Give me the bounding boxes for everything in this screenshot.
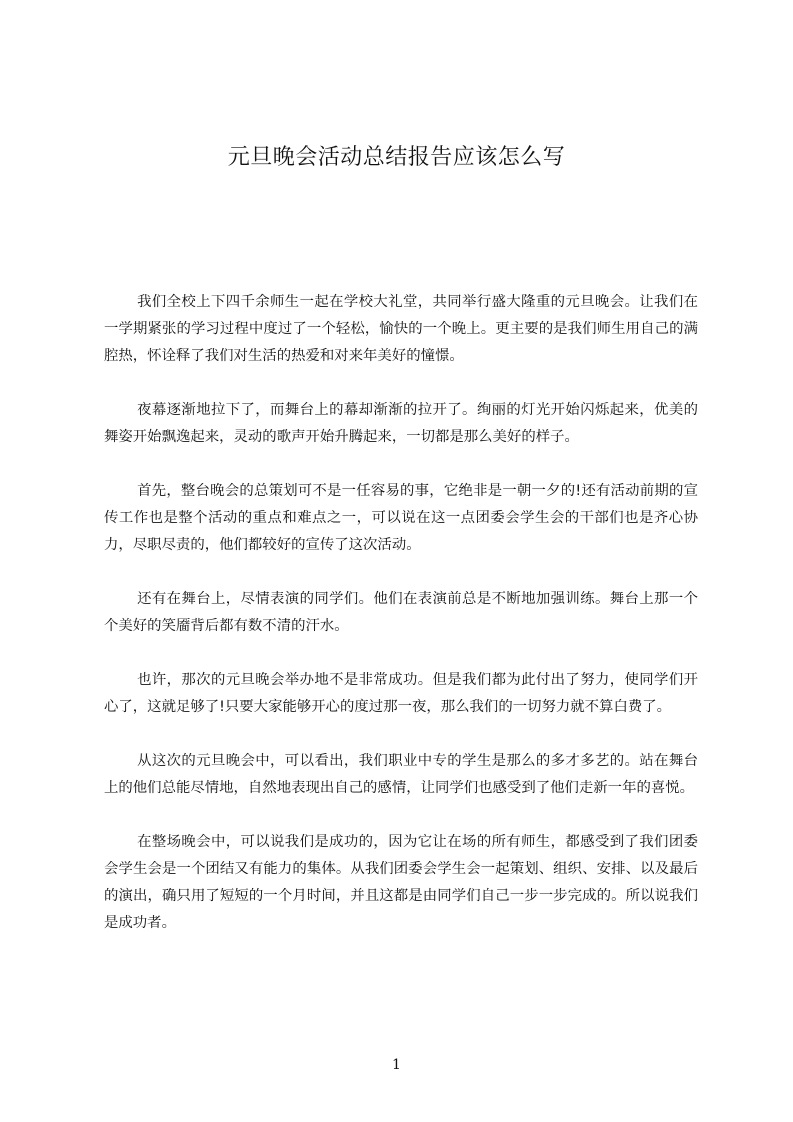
paragraph-2: 夜幕逐渐地拉下了，而舞台上的幕却渐渐的拉开了。绚丽的灯光开始闪烁起来，优美的舞姿开始飘逸起来，灵动的歌声开始升腾起来，一切都是那么美好的样子。 <box>104 402 698 445</box>
paragraph-7: 在整场晚会中，可以说我们是成功的，因为它让在场的所有师生，都感受到了我们团委会学生会是一个团结又有能力的集体。从我们团委会学生会一起策划、组织、安排、以及最后的演出，确只用了短短的一个月时间，并且这都是由同学们自己一步一步完成的。所以说我们是成功者。 <box>104 834 698 931</box>
document-title: 元旦晚会活动总结报告应该怎么写 <box>227 145 566 170</box>
document-body <box>104 289 698 964</box>
paragraph-5: 也许，那次的元旦晚会举办地不是非常成功。但是我们都为此付出了努力，使同学们开心了，这就足够了!只要大家能够开心的度过那一夜，那么我们的一切努力就不算白费了。 <box>104 672 698 715</box>
paragraph-3: 首先，整台晚会的总策划可不是一任容易的事，它绝非是一朝一夕的!还有活动前期的宣传工作也是整个活动的重点和难点之一，可以说在这一点团委会学生会的干部们也是齐心协力，尽职尽责的，他们都较好的宣传了这次活动。 <box>104 483 698 553</box>
paragraph-6: 从这次的元旦晚会中，可以看出，我们职业中专的学生是那么的多才多艺的。站在舞台上的他们总能尽情地，自然地表现出自己的感情，让同学们也感受到了他们走新一年的喜悦。 <box>104 753 698 796</box>
page-number: 1 <box>392 1057 401 1073</box>
paragraph-4: 还有在舞台上，尽情表演的同学们。他们在表演前总是不断地加强训练。舞台上那一个个美好的笑靥背后都有数不清的汗水。 <box>104 591 698 634</box>
paragraph-1: 我们全校上下四千余师生一起在学校大礼堂，共同举行盛大隆重的元旦晚会。让我们在一学期紧张的学习过程中度过了一个轻松，愉快的一个晚上。更主要的是我们师生用自己的满腔热，怀诠释了我们对生活的热爱和对来年美好的憧憬。 <box>104 294 698 364</box>
